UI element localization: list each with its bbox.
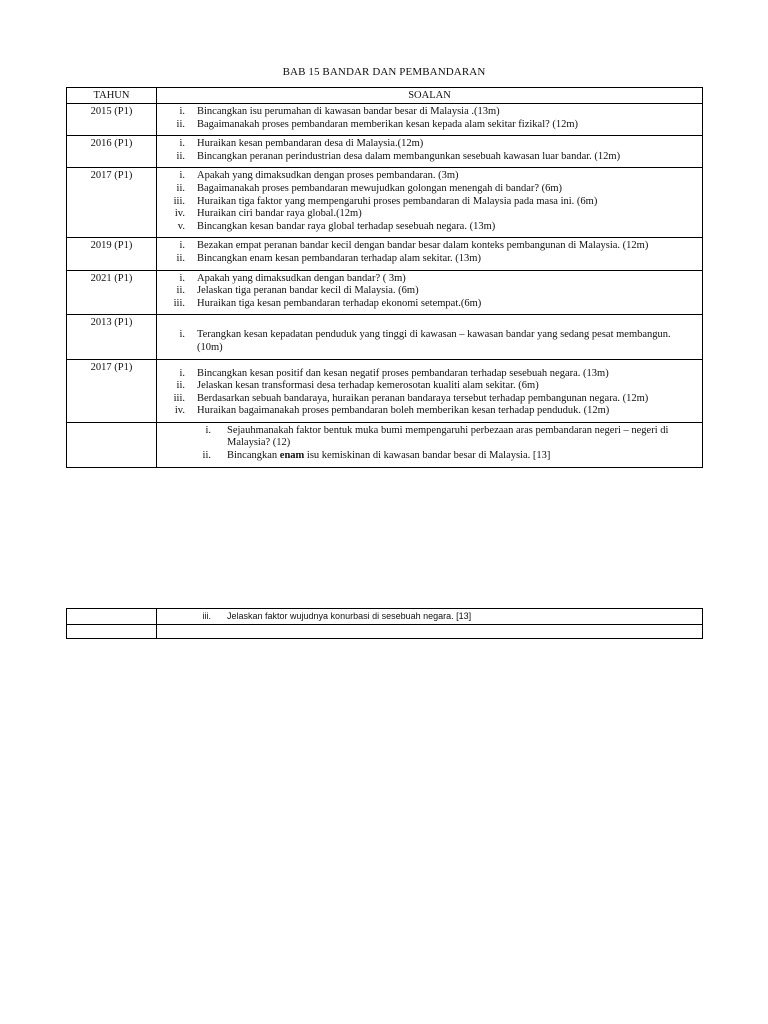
item-text: Huraikan kesan pembandaran desa di Malaysia.(12m) <box>197 138 424 150</box>
table-row <box>67 104 703 136</box>
list-item <box>157 183 702 196</box>
item-text: Sejauhmanakah faktor bentuk muka bumi mempengaruhi perbezaan aras pembandaran negeri – negeri di Malaysia? (12) <box>227 424 669 449</box>
question-list <box>157 609 702 624</box>
item-text: Bincangkan isu perumahan di kawasan bandar besar di Malaysia .(13m) <box>197 106 500 117</box>
item-text: Bincangkan enam kesan pembandaran terhadap alam sekitar. (13m) <box>197 252 481 264</box>
item-number: i. <box>205 424 211 436</box>
item-text: Terangkan kesan kepadatan penduduk yang tinggi di kawasan – kawasan bandar yang sedang pesat membangun. (10m) <box>197 329 671 353</box>
question-list <box>157 238 702 269</box>
question-list <box>157 360 702 422</box>
list-item <box>157 368 702 381</box>
table-row <box>67 609 703 625</box>
item-number: iii. <box>173 392 185 404</box>
list-item <box>157 298 702 311</box>
question-cell <box>157 168 703 238</box>
item-text: Huraikan bagaimanakah proses pembandaran boleh memberikan kesan terhadap penduduk. (12m) <box>197 405 610 417</box>
question-cell <box>157 238 703 270</box>
list-item <box>157 151 702 164</box>
item-number: ii. <box>202 450 211 462</box>
item-text: Huraikan tiga faktor yang mempengaruhi proses pembandaran di Malaysia pada masa ini. (6m) <box>197 195 598 207</box>
header-row <box>67 88 703 104</box>
list-item <box>157 138 702 151</box>
item-text: Jelaskan tiga peranan bandar kecil di Malaysia. (6m) <box>197 285 419 297</box>
item-text-bold: enam <box>279 450 305 462</box>
list-item <box>157 393 702 406</box>
item-text: Apakah yang dimaksudkan dengan bandar? ( 3m) <box>197 272 406 284</box>
year-cell: 2017 (P1) <box>67 359 157 422</box>
list-item <box>157 221 702 234</box>
table-row <box>67 136 703 168</box>
table-row <box>67 238 703 270</box>
item-number: v. <box>177 220 185 232</box>
item-text: Jelaskan kesan transformasi desa terhadap kemerosotan kualiti alam sekitar. (6m) <box>197 380 539 392</box>
item-number: iv. <box>174 208 185 220</box>
list-item <box>157 208 702 221</box>
list-item <box>157 285 702 298</box>
question-table <box>66 87 703 468</box>
question-cell <box>157 315 703 359</box>
list-item <box>157 380 702 393</box>
item-number: i. <box>179 240 185 252</box>
question-cell <box>157 270 703 315</box>
table-row <box>67 315 703 359</box>
question-cell <box>157 359 703 422</box>
header-year: TAHUN <box>67 88 157 104</box>
item-number: ii. <box>176 380 185 392</box>
list-item <box>157 425 702 450</box>
table-row <box>67 422 703 467</box>
year-cell: 2017 (P1) <box>67 168 157 238</box>
question-list <box>157 315 702 358</box>
item-text: Bagaimanakah proses pembandaran memberikan kesan kepada alam sekitar fizikal? (12m) <box>197 118 579 130</box>
item-number: iii. <box>202 611 211 621</box>
item-number: ii. <box>176 150 185 162</box>
question-cell <box>157 422 703 467</box>
question-list <box>157 136 702 167</box>
item-text: Bincangkan kesan bandar raya global terhadap sesebuah negara. (13m) <box>197 220 496 232</box>
question-cell <box>157 624 703 638</box>
list-item <box>157 329 702 354</box>
item-text: Huraikan ciri bandar raya global.(12m) <box>197 208 362 220</box>
item-number: i. <box>179 367 185 379</box>
item-number: i. <box>179 272 185 284</box>
table-row <box>67 359 703 422</box>
list-item <box>157 610 702 623</box>
item-number: i. <box>179 170 185 182</box>
item-number: ii. <box>176 252 185 264</box>
item-text-before: Bincangkan <box>227 450 280 462</box>
year-cell: 2019 (P1) <box>67 238 157 270</box>
question-cell <box>157 104 703 136</box>
list-item <box>157 450 702 463</box>
item-text: Berdasarkan sebuah bandaraya, huraikan peranan bandaraya tersebut terhadap pembangunan negara. (12m) <box>197 392 649 404</box>
list-item <box>157 405 702 418</box>
list-item <box>157 170 702 183</box>
year-cell: 2021 (P1) <box>67 270 157 315</box>
item-number: i. <box>179 106 185 117</box>
list-item <box>157 196 702 209</box>
year-cell <box>67 422 157 467</box>
item-number: iii. <box>173 297 185 309</box>
year-cell: 2016 (P1) <box>67 136 157 168</box>
header-question: SOALAN <box>157 88 703 104</box>
table-body <box>67 104 703 468</box>
year-cell: 2015 (P1) <box>67 104 157 136</box>
question-cell <box>157 609 703 625</box>
list-item <box>157 106 702 119</box>
item-text: Huraikan tiga kesan pembandaran terhadap ekonomi setempat.(6m) <box>197 297 482 309</box>
item-number: i. <box>179 329 185 341</box>
table-row <box>67 168 703 238</box>
table-row <box>67 624 703 638</box>
item-number: iii. <box>173 195 185 207</box>
table-row <box>67 270 703 315</box>
question-list <box>157 104 702 135</box>
list-item <box>157 240 702 253</box>
item-number: ii. <box>176 182 185 194</box>
question-list <box>157 168 702 237</box>
list-item <box>157 119 702 132</box>
item-text: Apakah yang dimaksudkan dengan proses pembandaran. (3m) <box>197 170 459 182</box>
question-cell <box>157 136 703 168</box>
question-list <box>157 423 702 467</box>
year-cell <box>67 609 157 625</box>
item-text: Bezakan empat peranan bandar kecil dengan bandar besar dalam konteks pembangunan di Malaysia. (12m) <box>197 240 649 252</box>
item-number: ii. <box>176 285 185 297</box>
second-table <box>66 608 703 639</box>
item-text: Bagaimanakah proses pembandaran mewujudkan golongan menengah di bandar? (6m) <box>197 182 563 194</box>
item-number: ii. <box>176 118 185 130</box>
question-list <box>157 271 702 315</box>
document-title: BAB 15 BANDAR DAN PEMBANDARAN <box>282 66 486 78</box>
item-text: Bincangkan peranan perindustrian desa dalam membangunkan sesebuah kawasan luar bandar. (12m) <box>197 150 621 162</box>
year-cell: 2013 (P1) <box>67 315 157 359</box>
item-text-after: isu kemiskinan di kawasan bandar besar di Malaysia. [13] <box>304 450 551 462</box>
item-number: i. <box>179 138 185 150</box>
year-cell <box>67 624 157 638</box>
item-number: iv. <box>174 405 185 417</box>
item-text: Bincangkan kesan positif dan kesan negatif proses pembandaran terhadap sesebuah negara. (13m) <box>197 367 609 379</box>
item-text: Jelaskan faktor wujudnya konurbasi di sesebuah negara. [13] <box>227 611 472 621</box>
list-item <box>157 273 702 286</box>
list-item <box>157 253 702 266</box>
